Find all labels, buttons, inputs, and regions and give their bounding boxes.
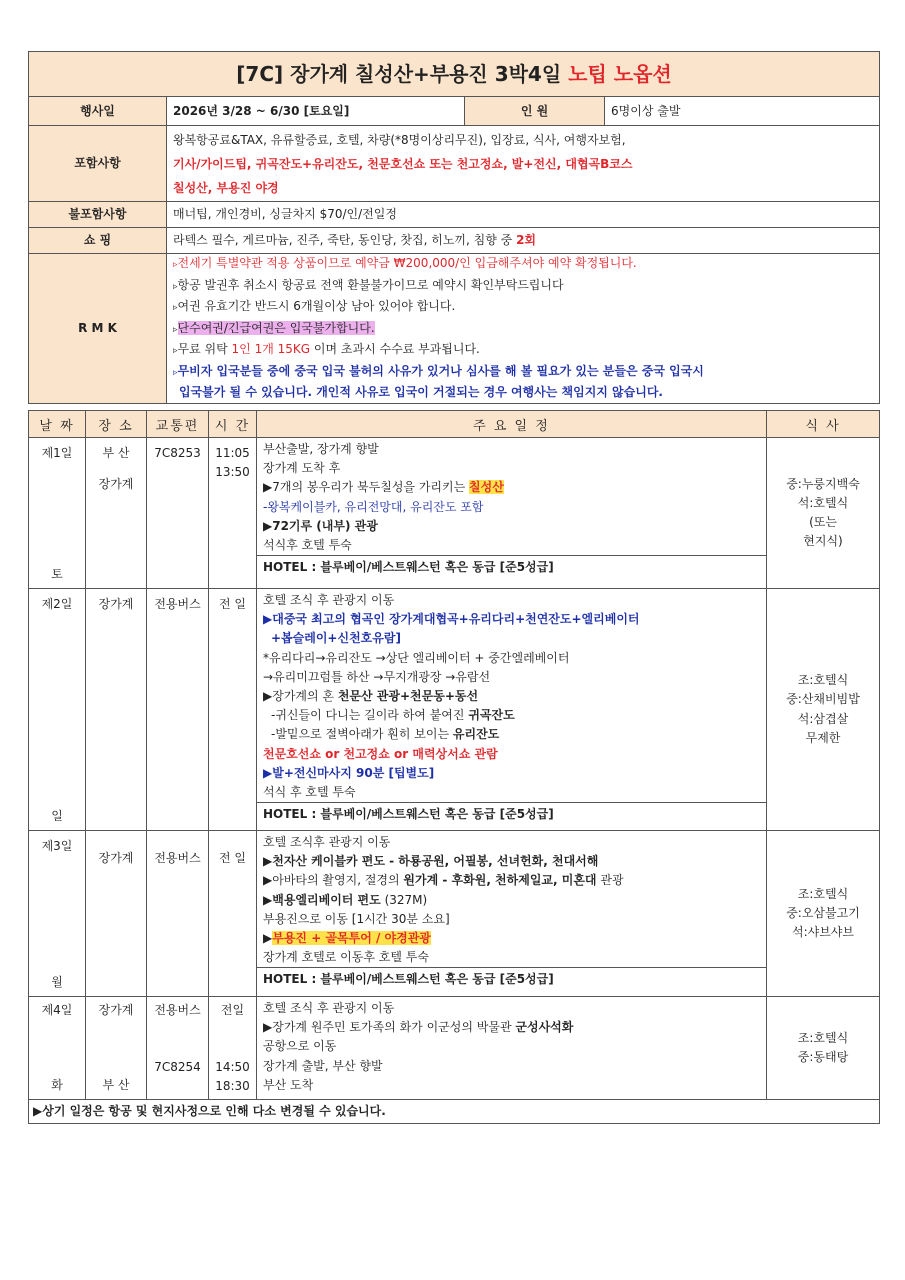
- excluded-value: 매너팁, 개인경비, 싱글차지 $70/인/전일정: [167, 202, 880, 228]
- rmk-label: R M K: [29, 254, 167, 404]
- excluded-label: 불포함사항: [29, 202, 167, 228]
- page-title: [29, 52, 880, 97]
- day2-date: 제2일 일: [29, 589, 86, 831]
- day3-place: 장가계: [86, 831, 147, 997]
- day2-meal: 조:호텔식 중:산채비빔밥 석:삼겹살 무제한: [767, 589, 880, 831]
- day1-date: 제1일 토: [29, 438, 86, 589]
- table-row: [29, 997, 880, 1100]
- title-name: 장가계 칠성산+부용진 3박4일: [290, 61, 562, 86]
- footer-note: ▶상기 일정은 항공 및 현지사정으로 인해 다소 변경될 수 있습니다.: [29, 1100, 880, 1124]
- rmk-note: 입국불가 될 수 있습니다. 개인적 사유로 입국이 거절되는 경우 여행사는 책임지지 않습니다.: [179, 385, 663, 399]
- day1-itinerary: 부산출발, 장가계 향발 장가계 도착 후 ▶7개의 봉우리가 북두칠성을 가리키는 칠성산 -왕복케이블카, 유리전망대, 유리잔도 포함 ▶72기루 (내부) 관광 석식후 호텔 투숙 HOTEL : 블루베이/베스트웨스턴 혹은 동급 [준5성급]: [257, 438, 767, 589]
- shopping-label: 쇼 핑: [29, 228, 167, 254]
- day3-date: 제3일 월: [29, 831, 86, 997]
- period-value: 2026년 3/28 ~ 6/30 [토요일]: [167, 97, 465, 126]
- schedule-table: [28, 410, 880, 1124]
- day4-transport: 전용버스 7C8254: [147, 997, 209, 1100]
- day2-transport: 전용버스: [147, 589, 209, 831]
- day2-hotel: HOTEL : 블루베이/베스트웨스턴 혹은 동급 [준5성급]: [257, 802, 766, 826]
- shopping-count: 2회: [516, 233, 537, 247]
- shopping-list: 라텍스 필수, 게르마늄, 진주, 죽탄, 동인당, 찻집, 히노끼, 침향 중: [173, 233, 513, 247]
- header-meal: 식 사: [767, 411, 880, 438]
- included-line: 칠성산, 부용진 야경: [173, 180, 279, 195]
- day3-itinerary: 호텔 조식후 관광지 이동 ▶천자산 케이블카 편도 - 하룡공원, 어필봉, 선녀헌화, 천대서해 ▶아바타의 촬영지, 절경의 원가계 - 후화원, 천하제일교, 미혼대 관광 ▶백용엘리베이터 편도 (327M) 부용진으로 이동 [1시간 30분 소요] ▶부용진 + 골목투어 / 야경관광 장가계 호텔로 이동후 호텔 투숙 HOTEL : 블루베이/베스트웨스턴 혹은 동급 [준5성급]: [257, 831, 767, 997]
- day3-time: 전 일: [209, 831, 257, 997]
- rmk-note: ▹전세기 특별약관 적용 상품이므로 예약금 ₩200,000/인 입금해주셔야 예약 확정됩니다.: [173, 256, 637, 270]
- header-itinerary: 주 요 일 정: [257, 411, 767, 438]
- table-row: [29, 831, 880, 997]
- rmk-note: ▹단수여권/긴급여권은 입국불가합니다.: [173, 320, 375, 335]
- period-label: 행사일: [29, 97, 167, 126]
- header-transport: 교통편: [147, 411, 209, 438]
- people-label: 인 원: [465, 97, 605, 126]
- rmk-note: ▹무료 위탁 1인 1개 15KG 이며 초과시 수수료 부과됩니다.: [173, 342, 480, 356]
- included-line: 왕복항공료&TAX, 유류할증료, 호텔, 차량(*8명이상리무진), 입장료, 식사, 여행자보험,: [173, 132, 626, 147]
- rmk-note: ▹항공 발권후 취소시 항공료 전액 환불불가이므로 예약시 확인부탁드립니다: [173, 277, 564, 292]
- tour-info-table: [28, 51, 880, 404]
- table-row: [29, 438, 880, 589]
- day1-transport: 7C8253: [147, 438, 209, 589]
- rmk-notes: [167, 254, 880, 404]
- day3-hotel: HOTEL : 블루베이/베스트웨스턴 혹은 동급 [준5성급]: [257, 967, 766, 991]
- included-label: 포함사항: [29, 126, 167, 202]
- day4-itinerary: 호텔 조식 후 관광지 이동 ▶장가계 원주민 토가족의 화가 이군성의 박물관 군성사석화 공항으로 이동 장가계 출발, 부산 향발 부산 도착: [257, 997, 767, 1100]
- day2-itinerary: 호텔 조식 후 관광지 이동 ▶대중국 최고의 협곡인 장가계대협곡+유리다리+천연잔도+엘리베이터 +봅슬레이+신천호유람] *유리다리→유리잔도 →상단 엘리베이터 + 중간엘레베이터 →유리미끄럼틀 하산 →무지개광장 →유람선 ▶장가계의 혼 천문산 관광+천문동+동선 -귀신들이 다니는 길이라 하여 붙여진 귀곡잔도 -발밑으로 절벽아래가 훤히 보이는 유리잔도 천문호선쇼 or 천고정쇼 or 매력상서쇼 관람 ▶발+전신마사지 90분 [팁별도] 석식 후 호텔 투숙 HOTEL : 블루베이/베스트웨스턴 혹은 동급 [준5성급]: [257, 589, 767, 831]
- shopping-value: [167, 228, 880, 254]
- day4-place: 장가계 부 산: [86, 997, 147, 1100]
- title-tag: 노팁 노옵션: [568, 61, 672, 86]
- rmk-note: ▹무비자 입국분들 중에 중국 입국 불허의 사유가 있거나 심사를 해 볼 필요가 있는 분들은 중국 입국시: [173, 363, 704, 378]
- header-place: 장 소: [86, 411, 147, 438]
- header-date: 날 짜: [29, 411, 86, 438]
- day1-place: 부 산 장가계: [86, 438, 147, 589]
- rmk-note: ▹여권 유효기간 반드시 6개월이상 남아 있어야 합니다.: [173, 299, 456, 313]
- day4-date: 제4일 화: [29, 997, 86, 1100]
- header-time: 시 간: [209, 411, 257, 438]
- day3-meal: 조:호텔식 중:오삼불고기 석:샤브샤브: [767, 831, 880, 997]
- day1-time: 11:05 13:50: [209, 438, 257, 589]
- included-value: [167, 126, 880, 202]
- included-line: 기사/가이드팁, 귀곡잔도+유리잔도, 천문호선쇼 또는 천고정쇼, 발+전신, 대협곡B코스: [173, 156, 633, 171]
- day3-transport: 전용버스: [147, 831, 209, 997]
- day4-time: 전일 14:50 18:30: [209, 997, 257, 1100]
- day2-place: 장가계: [86, 589, 147, 831]
- title-code: [7C]: [236, 61, 284, 86]
- day2-time: 전 일: [209, 589, 257, 831]
- table-row: [29, 589, 880, 831]
- day4-meal: 조:호텔식 중:동태탕: [767, 997, 880, 1100]
- day1-meal: 중:누룽지백숙 석:호텔식 (또는 현지식): [767, 438, 880, 589]
- day1-hotel: HOTEL : 블루베이/베스트웨스턴 혹은 동급 [준5성급]: [257, 555, 766, 579]
- people-value: 6명이상 출발: [605, 97, 880, 126]
